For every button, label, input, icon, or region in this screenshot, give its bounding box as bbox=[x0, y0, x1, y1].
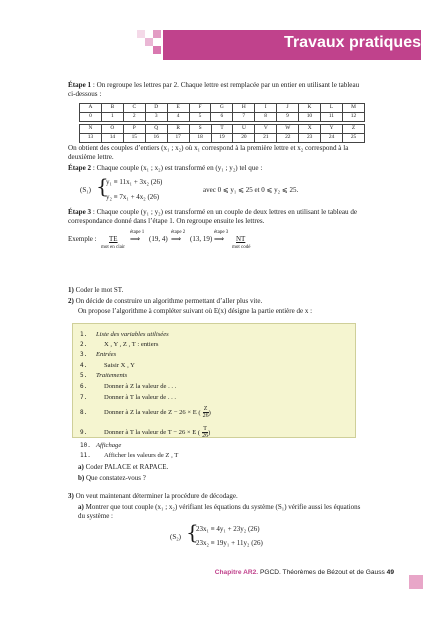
algorithm-line bbox=[80, 341, 158, 350]
table-cell: 25 bbox=[343, 134, 365, 143]
decor-square bbox=[153, 30, 161, 38]
algorithm-line-text: Afficher les valeurs de Z , T bbox=[104, 452, 179, 459]
example-label: Exemple : bbox=[68, 235, 97, 243]
system-s1-eq2: y₂ ≡ 7x₁ + 4x₂ (26) bbox=[106, 193, 160, 201]
table-row-letters bbox=[80, 125, 365, 134]
table-cell: S bbox=[189, 125, 211, 134]
algorithm-line-number: 1. bbox=[80, 331, 88, 338]
algorithm-line-number: 8. bbox=[80, 409, 88, 417]
table-cell: 5 bbox=[189, 113, 211, 122]
question-3-text: On veut maintenant déterminer la procédure de décodage. bbox=[75, 492, 238, 500]
table-cell: 21 bbox=[255, 134, 277, 143]
footer-title: PGCD. Théorèmes de Bézout et de Gauss bbox=[259, 569, 385, 576]
question-2-number: 2) bbox=[68, 297, 74, 305]
example-pair1: (19, 4) bbox=[149, 235, 168, 243]
system-s1-name: (S₁) bbox=[80, 186, 91, 194]
fraction-denominator: 26 bbox=[202, 413, 209, 420]
table-cell: V bbox=[255, 125, 277, 134]
example-coded-word: NT bbox=[236, 235, 246, 243]
system-s1-eq1: y₁ ≡ 11x₁ + 3x₂ (26) bbox=[106, 178, 163, 186]
question-2b bbox=[78, 474, 146, 483]
example-step3-label: étape 3 bbox=[214, 230, 229, 235]
question-2a-number: a) bbox=[78, 463, 84, 471]
example-arrow-2: ⟹ bbox=[171, 235, 182, 243]
algorithm-line-number: 3. bbox=[80, 351, 88, 358]
footer-corner-block bbox=[409, 575, 423, 589]
table-cell: 23 bbox=[299, 134, 321, 143]
example-pair2: (13, 19) bbox=[190, 235, 213, 243]
table-cell: 17 bbox=[167, 134, 189, 143]
table-cell: L bbox=[320, 104, 342, 113]
etape1-paragraph bbox=[68, 81, 368, 100]
algorithm-line-number: 5. bbox=[80, 372, 88, 379]
question-3a bbox=[78, 503, 363, 521]
algorithm-line-number: 2. bbox=[80, 341, 88, 348]
table-cell: 20 bbox=[233, 134, 255, 143]
algorithm-line bbox=[80, 394, 176, 403]
example-plain-word: TE bbox=[109, 235, 118, 243]
algorithm-line-number: 11. bbox=[80, 452, 91, 459]
algorithm-line bbox=[80, 331, 169, 340]
table-cell: 9 bbox=[277, 113, 299, 122]
table-cell: 12 bbox=[342, 113, 364, 122]
algorithm-line-number: 10. bbox=[80, 442, 91, 449]
table-row-letters bbox=[80, 104, 365, 113]
question-2a-text: Coder PALACE et RAPACE. bbox=[85, 463, 169, 471]
decor-square bbox=[153, 46, 161, 54]
table-cell: 4 bbox=[167, 113, 189, 122]
example-step2-label: étape 2 bbox=[171, 230, 186, 235]
decor-square bbox=[137, 30, 145, 38]
algorithm-line-text: Liste des variables utilisées bbox=[96, 331, 169, 338]
question-1-number: 1) bbox=[68, 286, 74, 294]
table-cell: A bbox=[80, 104, 102, 113]
algorithm-line: 8. Donner à Z la valeur de Z − 26 × E ( $\frac{Z}{26}$ ) bbox=[80, 406, 211, 420]
table-cell: 7 bbox=[233, 113, 255, 122]
algorithm-line-text: Donner à Z la valeur de Z − 26 × E bbox=[104, 409, 197, 417]
example-plain-caption: mot en clair bbox=[101, 245, 125, 250]
table-cell: D bbox=[145, 104, 167, 113]
question-2-subtext: On propose l’algorithme à compléter suivant où E(x) désigne la partie entière de x : bbox=[78, 307, 313, 315]
table-cell: W bbox=[277, 125, 299, 134]
table-cell: 10 bbox=[298, 113, 320, 122]
table-cell: 18 bbox=[189, 134, 211, 143]
example-arrow-1: ⟹ bbox=[130, 235, 141, 243]
table-cell: 14 bbox=[101, 134, 123, 143]
table-cell: Z bbox=[343, 125, 365, 134]
question-2-text: On décide de construire un algorithme permettant d’aller plus vite. bbox=[75, 297, 263, 305]
algorithm-line bbox=[80, 452, 178, 461]
algorithm-fraction bbox=[203, 406, 209, 420]
etape3-paragraph bbox=[68, 208, 368, 227]
page-title: Travaux pratiques bbox=[284, 34, 421, 51]
table-cell: M bbox=[342, 104, 364, 113]
system-brace: { bbox=[96, 174, 109, 198]
algorithm-line bbox=[80, 372, 127, 381]
system-s2-name: (S₂) bbox=[170, 533, 181, 541]
footer-chapter: Chapitre AR2. bbox=[214, 569, 259, 576]
etape1-text: : On regroupe les lettres par 2. Chaque lettre est remplacée par un entier en utilisant le tableau ci-dessous : bbox=[68, 81, 360, 99]
question-1-text: Coder le mot ST. bbox=[75, 286, 124, 294]
algorithm-line-number: 6. bbox=[80, 383, 88, 390]
algorithm-line: 9. Donner à T la valeur de T − 26 × E ( $\frac{T}{26}$ ) bbox=[80, 426, 211, 440]
table-cell: 8 bbox=[255, 113, 277, 122]
algorithm-line-text: Donner à T la valeur de . . . bbox=[104, 394, 177, 401]
footer-page-number: 49 bbox=[386, 569, 394, 576]
table-cell: 13 bbox=[80, 134, 102, 143]
table-cell: 16 bbox=[145, 134, 167, 143]
table-cell: I bbox=[255, 104, 277, 113]
decor-square bbox=[145, 38, 153, 46]
example-step1-label: étape 1 bbox=[130, 230, 145, 235]
algorithm-line-number: 4. bbox=[80, 362, 88, 369]
page-footer bbox=[215, 569, 394, 578]
question-1 bbox=[68, 286, 123, 295]
table-cell: J bbox=[277, 104, 299, 113]
example-arrow-3: ⟹ bbox=[214, 235, 225, 243]
table-cell: 0 bbox=[80, 113, 102, 122]
system-s2-eq1: 23x₁ ≡ 4y₁ + 23y₂ (26) bbox=[196, 525, 260, 533]
system-s1-condition: avec 0 ⩽ y₁ ⩽ 25 et 0 ⩽ y₂ ⩽ 25. bbox=[203, 186, 299, 194]
table-cell: F bbox=[189, 104, 211, 113]
table-cell: Y bbox=[321, 125, 343, 134]
algorithm-line bbox=[80, 442, 121, 451]
system-brace: { bbox=[186, 520, 199, 544]
table-cell: C bbox=[123, 104, 145, 113]
algorithm-line bbox=[80, 362, 135, 371]
question-2b-text: Que constatez-vous ? bbox=[85, 474, 146, 482]
table-cell: 3 bbox=[145, 113, 167, 122]
table-cell: G bbox=[211, 104, 233, 113]
table-row-values bbox=[80, 134, 365, 143]
table-cell: 6 bbox=[211, 113, 233, 122]
table-cell: X bbox=[299, 125, 321, 134]
table-cell: Q bbox=[145, 125, 167, 134]
algorithm-line-text: Traitements bbox=[96, 372, 128, 379]
fraction-numerator: Z bbox=[203, 406, 208, 412]
system-s2-eq2: 23x₂ ≡ 19y₁ + 11y₂ (26) bbox=[196, 539, 263, 547]
table-cell: N bbox=[80, 125, 102, 134]
question-3a-number: a) bbox=[78, 503, 84, 511]
algorithm-line bbox=[80, 383, 176, 392]
algorithm-line bbox=[80, 351, 116, 360]
table-cell: 11 bbox=[320, 113, 342, 122]
table-cell: 15 bbox=[123, 134, 145, 143]
table-cell: T bbox=[211, 125, 233, 134]
etape2-label: Étape 2 bbox=[68, 164, 92, 172]
etape1-label: Étape 1 bbox=[68, 81, 92, 89]
letters-table-2 bbox=[79, 124, 365, 143]
etape2-text: : Chaque couple (x₁ ; x₂) est transformé en (y₁ ; y₂) tel que : bbox=[91, 164, 263, 172]
table-cell: K bbox=[298, 104, 320, 113]
algorithm-fraction bbox=[202, 426, 208, 440]
question-3 bbox=[68, 492, 238, 501]
table-cell: 22 bbox=[277, 134, 299, 143]
fraction-numerator: T bbox=[203, 426, 207, 432]
table-cell: B bbox=[101, 104, 123, 113]
algorithm-line-text: Saisir X , Y bbox=[104, 362, 135, 369]
table-cell: E bbox=[167, 104, 189, 113]
table-cell: O bbox=[101, 125, 123, 134]
table-cell: 24 bbox=[321, 134, 343, 143]
table-cell: P bbox=[123, 125, 145, 134]
algorithm-line-text: Donner à Z la valeur de . . . bbox=[104, 383, 177, 390]
etape3-text: : Chaque couple (y₁ ; y₂) est transformé en un couple de deux lettres en utilisant le tableau de correspondance donné dans l’étape 1. On regroupe ensuite les lettres. bbox=[68, 208, 358, 226]
table-cell: 19 bbox=[211, 134, 233, 143]
algorithm-line-number: 9. bbox=[80, 429, 88, 437]
couples-paragraph: On obtient des couples d’entiers (x₁ ; x₂) où x₁ correspond à la première lettre et x₂ correspond à la deuxième lettre. bbox=[68, 144, 349, 162]
example-coded-caption: mot codé bbox=[232, 245, 251, 250]
algorithm-line-text: Affichage bbox=[96, 442, 122, 449]
table-row-values bbox=[80, 113, 365, 122]
question-2b-number: b) bbox=[78, 474, 85, 482]
letters-table-1 bbox=[79, 103, 365, 122]
algorithm-line-number: 7. bbox=[80, 394, 88, 401]
table-cell: 1 bbox=[101, 113, 123, 122]
table-cell: H bbox=[233, 104, 255, 113]
etape2-paragraph bbox=[68, 164, 368, 173]
table-cell: R bbox=[167, 125, 189, 134]
etape3-label: Étape 3 bbox=[68, 208, 92, 216]
question-3-number: 3) bbox=[68, 492, 74, 500]
table-cell: 2 bbox=[123, 113, 145, 122]
question-3a-text: Montrer que tout couple (x₁ ; x₂) vérifiant les équations du système (S₁) vérifie aussi les équations du système : bbox=[78, 503, 361, 521]
table-cell: U bbox=[233, 125, 255, 134]
question-2a bbox=[78, 463, 168, 472]
algorithm-line-text: X , Y , Z , T : entiers bbox=[104, 341, 159, 348]
algorithm-line-text: Entrées bbox=[96, 351, 117, 358]
question-2 bbox=[68, 297, 262, 306]
algorithm-line-text: Donner à T la valeur de T − 26 × E bbox=[104, 429, 197, 437]
fraction-denominator: 26 bbox=[202, 433, 209, 440]
